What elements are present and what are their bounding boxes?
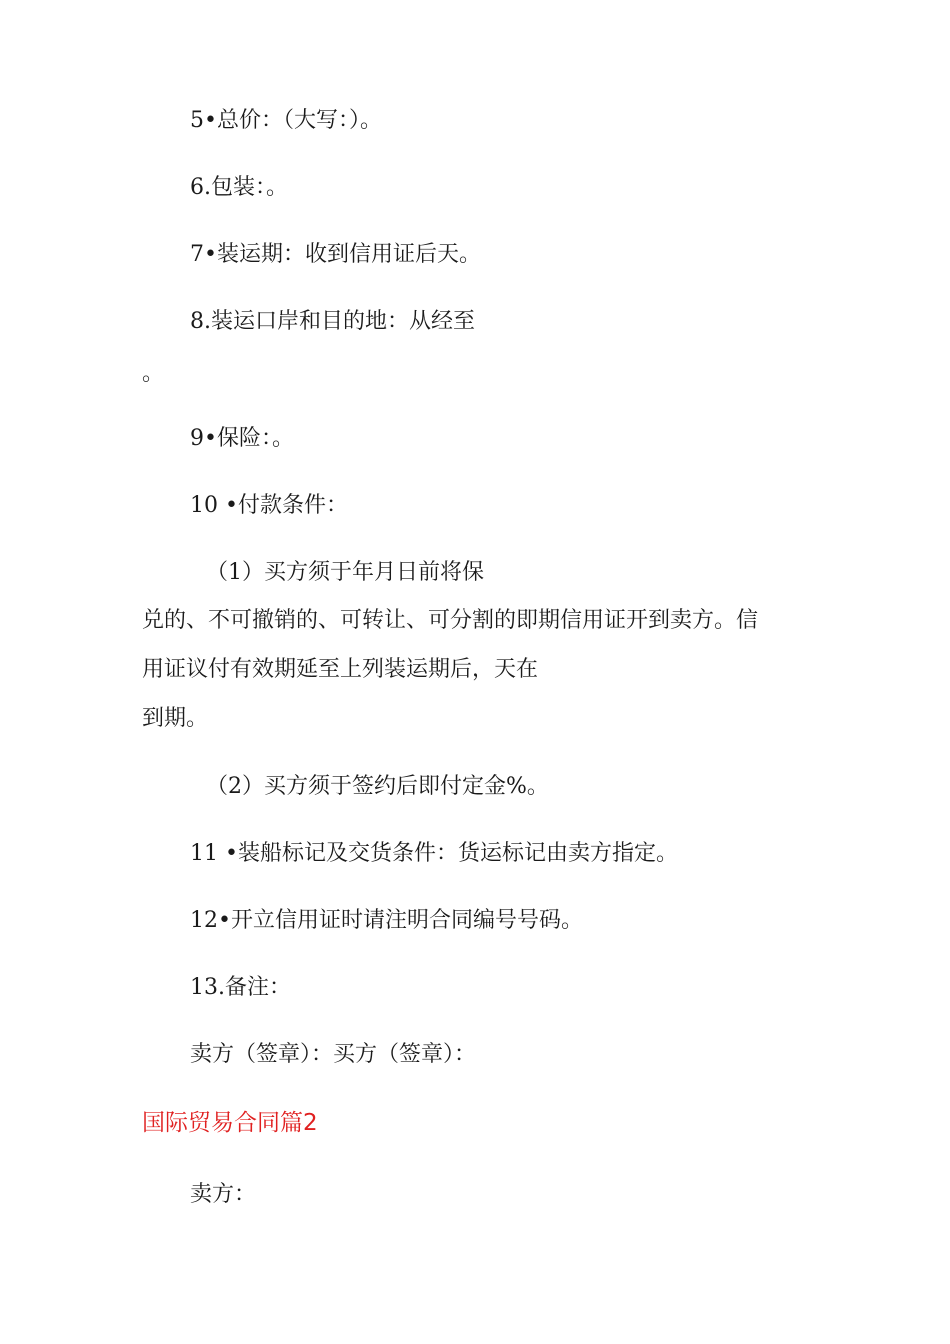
clause-9-insurance: 9•保险：。 <box>190 426 294 451</box>
signature-line: 卖方（签章）：买方（签章）： <box>190 1042 477 1067</box>
seller-label: 卖方： <box>190 1182 257 1207</box>
clause-10-payment-terms: 10 •付款条件： <box>190 493 348 518</box>
clause-13-remarks: 13.备注： <box>190 975 291 1000</box>
clause-8-ports: 8.装运口岸和目的地：从经至 <box>190 309 475 334</box>
section-heading: 国际贸易合同篇2 <box>142 1110 318 1136</box>
clause-5-total-price: 5•总价：（大写：）。 <box>190 108 382 133</box>
clause-10-1-line-4: 到期。 <box>142 706 209 731</box>
clause-12-credit-note: 12•开立信用证时请注明合同编号号码。 <box>190 908 583 933</box>
clause-10-1-line-1: （1）买方须于年月日前将保 <box>206 560 484 585</box>
clause-7-shipment-period: 7•装运期：收到信用证后天。 <box>190 242 481 267</box>
clause-10-2-deposit: （2）买方须于签约后即付定金%。 <box>206 774 549 799</box>
clause-6-packing: 6.包装：。 <box>190 175 288 200</box>
clause-10-1-line-3: 用证议付有效期延至上列装运期后，天在 <box>142 657 539 682</box>
clause-10-1-line-2: 兑的、不可撤销的、可转让、可分割的即期信用证开到卖方。信 <box>142 608 759 633</box>
clause-11-shipping-marks: 11 •装船标记及交货条件：货运标记由卖方指定。 <box>190 841 678 866</box>
clause-8-continuation: 。 <box>142 361 165 386</box>
